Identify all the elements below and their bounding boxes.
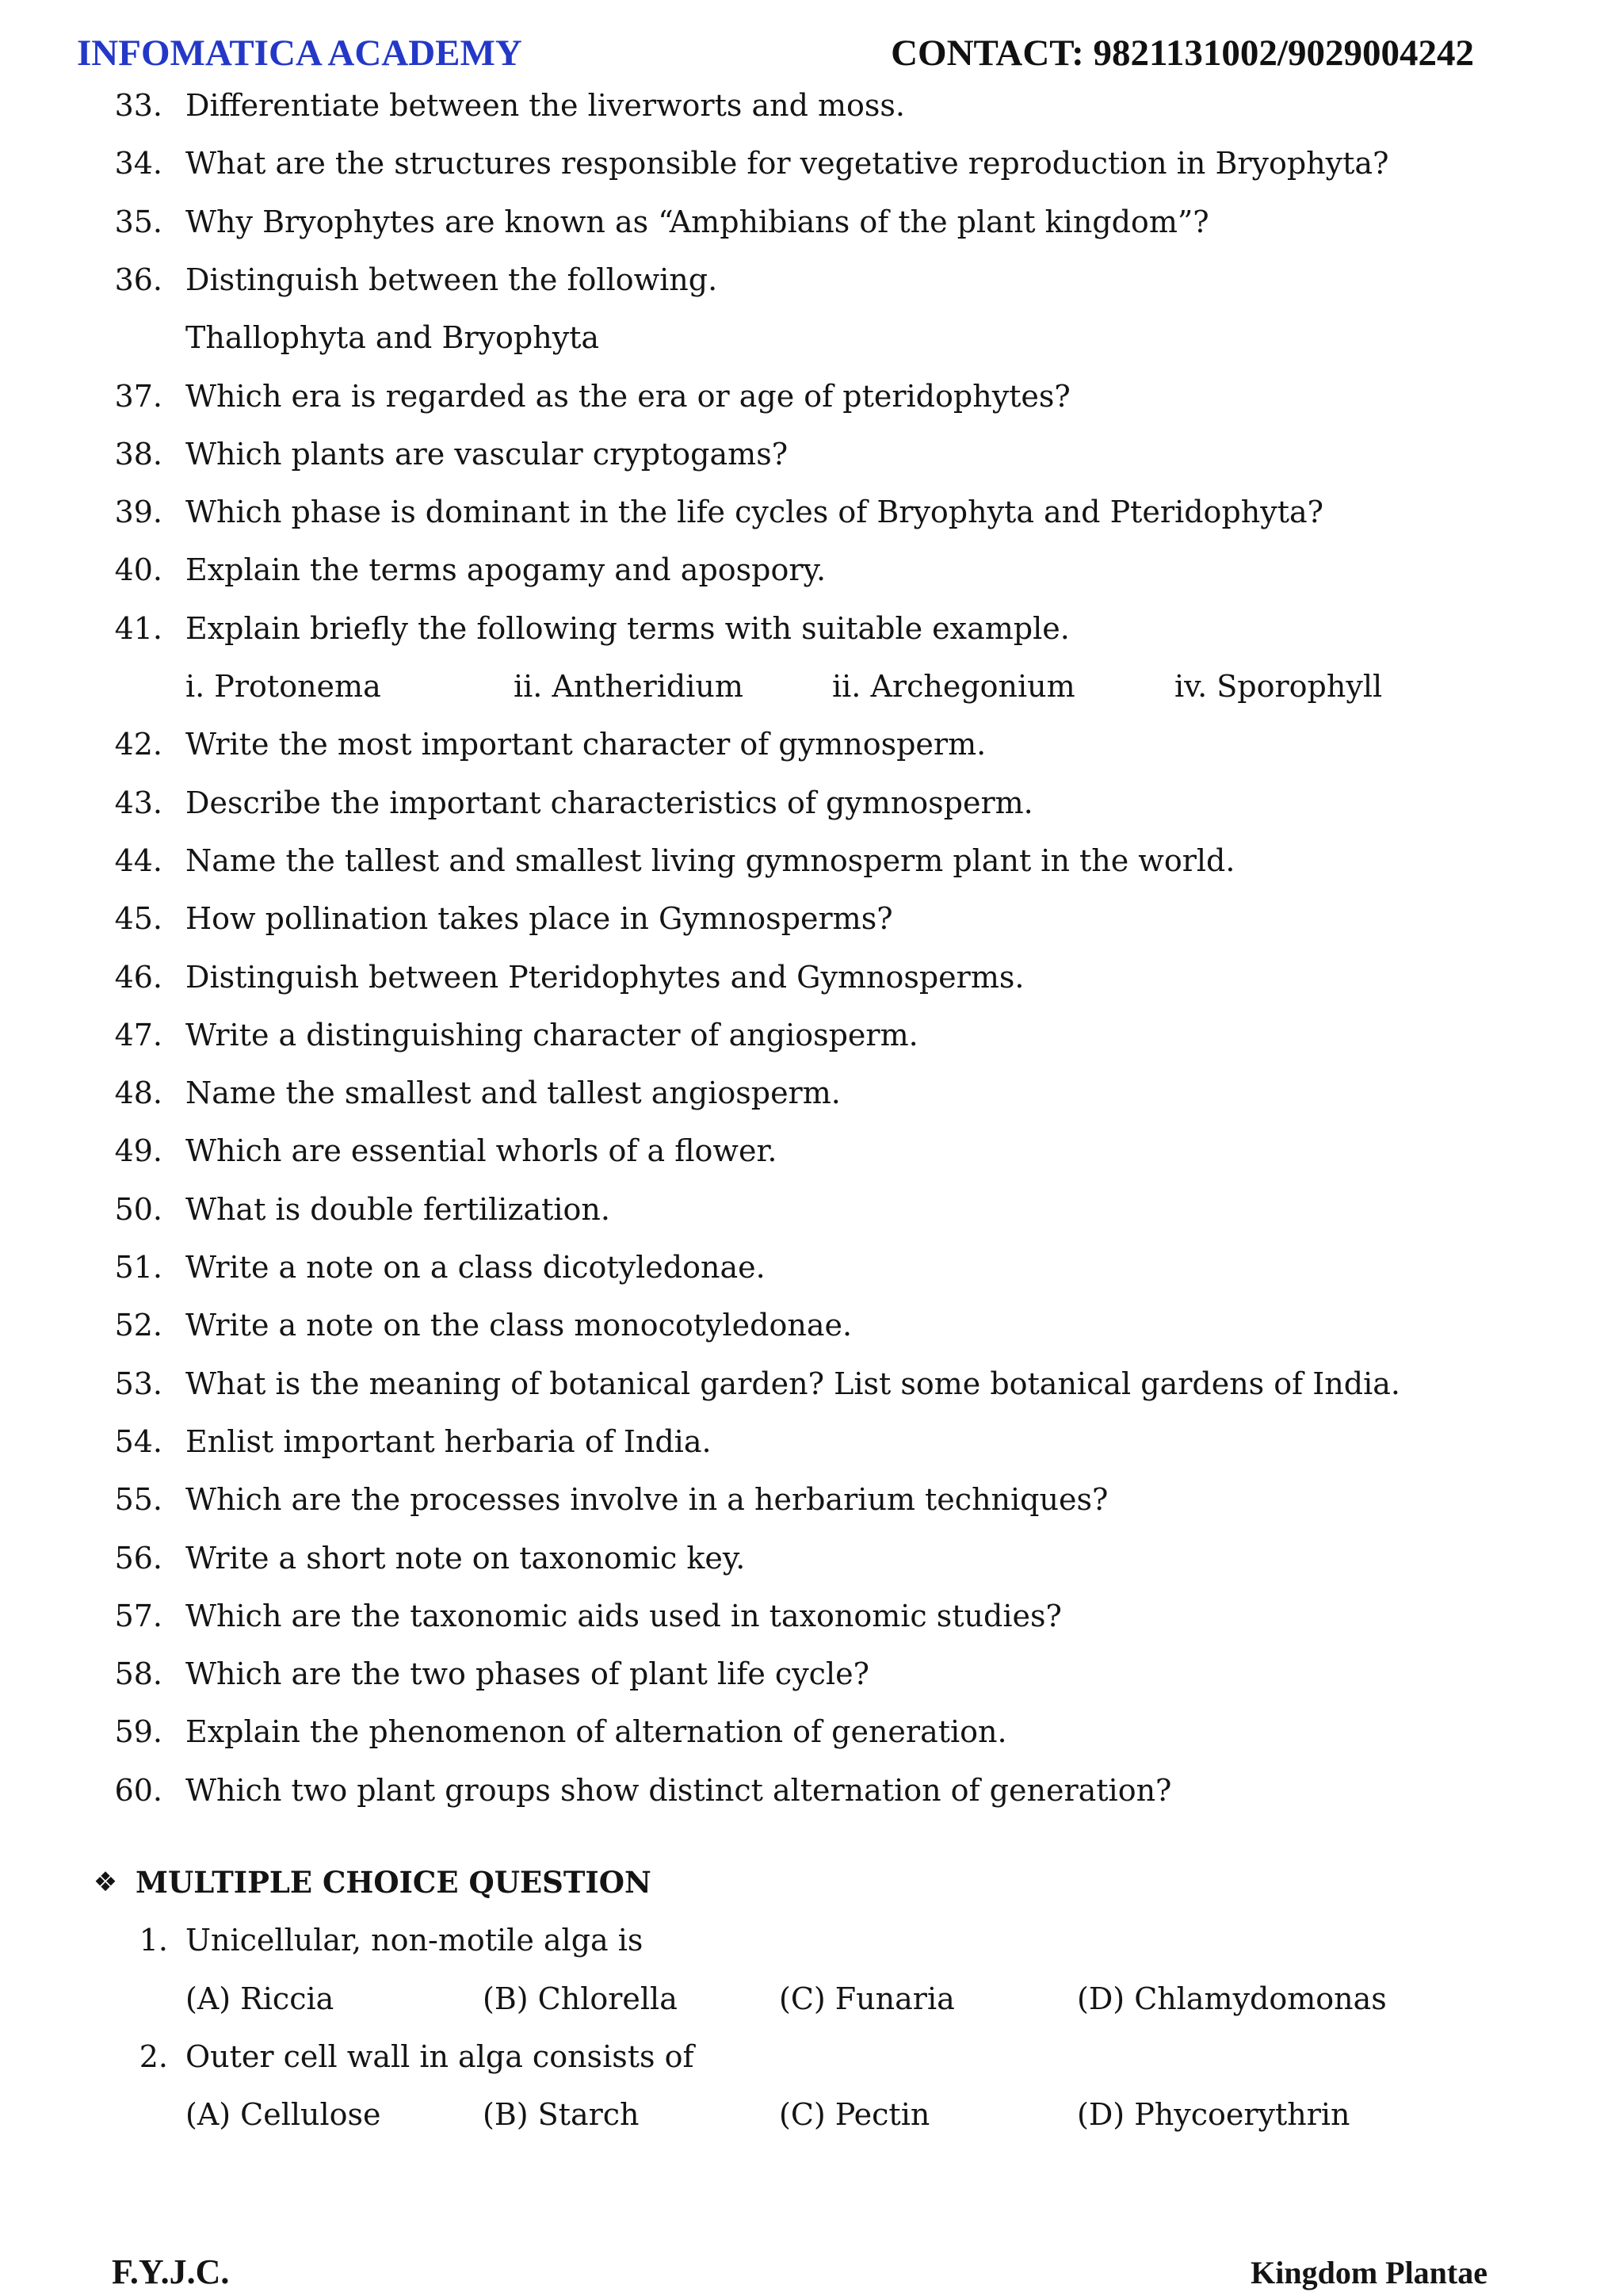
question-item <box>0 1007 1623 1064</box>
mcq-question <box>0 1912 1623 1969</box>
question-number: 37. <box>114 378 162 414</box>
question-number: 49. <box>114 1133 162 1169</box>
question-subline <box>0 309 1623 367</box>
footer-class-label: F.Y.J.C. <box>112 2252 230 2291</box>
question-number: 41. <box>114 610 162 646</box>
question-item <box>0 1064 1623 1122</box>
question-item <box>0 541 1623 599</box>
question-text: Which are the two phases of plant life cycle? <box>185 1656 869 1692</box>
question-number: 47. <box>114 1017 162 1052</box>
mcq-option: (D) Chlamydomonas <box>1077 1981 1387 2016</box>
question-term: i. Protonema <box>185 669 381 704</box>
question-number: 56. <box>114 1540 162 1576</box>
question-number: 57. <box>114 1598 162 1633</box>
question-number: 45. <box>114 901 162 937</box>
question-item <box>0 1587 1623 1645</box>
question-item <box>0 832 1623 890</box>
question-item <box>0 368 1623 426</box>
question-item <box>0 774 1623 832</box>
question-text: Which are essential whorls of a flower. <box>185 1133 777 1169</box>
question-number: 39. <box>114 495 162 530</box>
mcq-question <box>0 2028 1623 2086</box>
mcq-option: (B) Starch <box>483 2097 640 2133</box>
question-text: Name the smallest and tallest angiosperm. <box>185 1075 841 1111</box>
question-item <box>0 426 1623 483</box>
academy-name: INFOMATICA ACADEMY <box>77 32 522 74</box>
question-text: Explain briefly the following terms with suitable example. <box>185 610 1070 646</box>
mcq-options <box>0 2086 1623 2144</box>
question-number: 52. <box>114 1308 162 1343</box>
question-text: Which are the taxonomic aids used in taxonomic studies? <box>185 1598 1062 1633</box>
question-text: Why Bryophytes are known as “Amphibians of the plant kingdom”? <box>185 204 1209 239</box>
question-item <box>0 716 1623 774</box>
mcq-option: (D) Phycoerythrin <box>1077 2097 1350 2133</box>
question-item <box>0 1239 1623 1297</box>
question-number: 34. <box>114 146 162 181</box>
question-text: Explain the phenomenon of alternation of generation. <box>185 1714 1007 1750</box>
question-number: 48. <box>114 1075 162 1111</box>
question-number: 51. <box>114 1250 162 1285</box>
question-text: Distinguish between the following. <box>185 262 718 297</box>
question-number: 40. <box>114 552 162 588</box>
question-number: 60. <box>114 1772 162 1808</box>
question-number: 42. <box>114 727 162 762</box>
question-term: ii. Antheridium <box>514 669 743 704</box>
question-text: How pollination takes place in Gymnosperms? <box>185 901 893 937</box>
question-item <box>0 1530 1623 1587</box>
question-text: Name the tallest and smallest living gymnosperm plant in the world. <box>185 842 1235 878</box>
question-text: Differentiate between the liverworts and moss. <box>185 88 905 123</box>
question-item <box>0 600 1623 658</box>
question-item <box>0 1645 1623 1703</box>
mcq-option: (C) Funaria <box>779 1981 955 2016</box>
question-text: Which plants are vascular cryptogams? <box>185 436 789 472</box>
mcq-options <box>0 1970 1623 2028</box>
question-item <box>0 1355 1623 1413</box>
question-item <box>0 1703 1623 1761</box>
question-number: 59. <box>114 1714 162 1750</box>
question-number: 36. <box>114 262 162 297</box>
question-term: iv. Sporophyll <box>1174 669 1383 704</box>
question-item <box>0 1471 1623 1529</box>
mcq-heading-text: MULTIPLE CHOICE QUESTION <box>136 1865 651 1900</box>
question-text: Which are the processes involve in a herbarium techniques? <box>185 1482 1109 1518</box>
question-number: 50. <box>114 1191 162 1227</box>
question-item <box>0 483 1623 541</box>
question-number: 38. <box>114 436 162 472</box>
question-text: Which two plant groups show distinct alternation of generation? <box>185 1772 1172 1808</box>
question-item <box>0 1413 1623 1471</box>
question-number: 58. <box>114 1656 162 1692</box>
question-number: 44. <box>114 842 162 878</box>
question-number: 46. <box>114 959 162 995</box>
mcq-question-text: Outer cell wall in alga consists of <box>185 2038 694 2074</box>
question-text: Distinguish between Pteridophytes and Gymnosperms. <box>185 959 1025 995</box>
mcq-option: (A) Riccia <box>185 1981 334 2016</box>
question-item <box>0 890 1623 948</box>
question-number: 54. <box>114 1423 162 1459</box>
footer-chapter-label: Kingdom Plantae <box>1251 2255 1487 2290</box>
question-terms <box>0 658 1623 716</box>
question-item <box>0 251 1623 309</box>
question-item <box>0 193 1623 251</box>
question-item <box>0 1122 1623 1180</box>
question-text: Enlist important herbaria of India. <box>185 1423 712 1459</box>
question-text: What is double fertilization. <box>185 1191 610 1227</box>
question-text: What are the structures responsible for vegetative reproduction in Bryophyta? <box>185 146 1389 181</box>
question-text: Write a note on a class dicotyledonae. <box>185 1250 766 1285</box>
contact-info: CONTACT: 9821131002/9029004242 <box>891 32 1474 74</box>
question-text: Write the most important character of gymnosperm. <box>185 727 987 762</box>
question-text: Write a distinguishing character of angiosperm. <box>185 1017 918 1052</box>
question-subline-text: Thallophyta and Bryophyta <box>185 320 600 356</box>
mcq-option: (B) Chlorella <box>483 1981 678 2016</box>
question-text: Which era is regarded as the era or age of pteridophytes? <box>185 378 1071 414</box>
question-number: 53. <box>114 1366 162 1401</box>
mcq-question-number: 2. <box>139 2038 168 2074</box>
question-text: Describe the important characteristics of gymnosperm. <box>185 785 1033 820</box>
diamond-bullet-icon <box>87 1854 124 1912</box>
question-number: 43. <box>114 785 162 820</box>
question-item <box>0 1297 1623 1354</box>
question-item <box>0 1181 1623 1239</box>
question-text: Which phase is dominant in the life cycles of Bryophyta and Pteridophyta? <box>185 495 1324 530</box>
question-number: 33. <box>114 88 162 123</box>
mcq-option: (C) Pectin <box>779 2097 930 2133</box>
mcq-heading <box>0 1854 1623 1912</box>
mcq-question-number: 1. <box>139 1923 168 1958</box>
question-item <box>0 1762 1623 1820</box>
question-text: Write a note on the class monocotyledonae. <box>185 1308 853 1343</box>
question-item <box>0 949 1623 1007</box>
question-text: Write a short note on taxonomic key. <box>185 1540 746 1576</box>
mcq-option: (A) Cellulose <box>185 2097 381 2133</box>
mcq-question-text: Unicellular, non-motile alga is <box>185 1923 643 1958</box>
question-item <box>0 77 1623 135</box>
question-term: ii. Archegonium <box>832 669 1075 704</box>
question-number: 35. <box>114 204 162 239</box>
question-text: What is the meaning of botanical garden? List some botanical gardens of India. <box>185 1366 1400 1401</box>
question-number: 55. <box>114 1482 162 1518</box>
question-item <box>0 135 1623 193</box>
question-text: Explain the terms apogamy and apospory. <box>185 552 827 588</box>
